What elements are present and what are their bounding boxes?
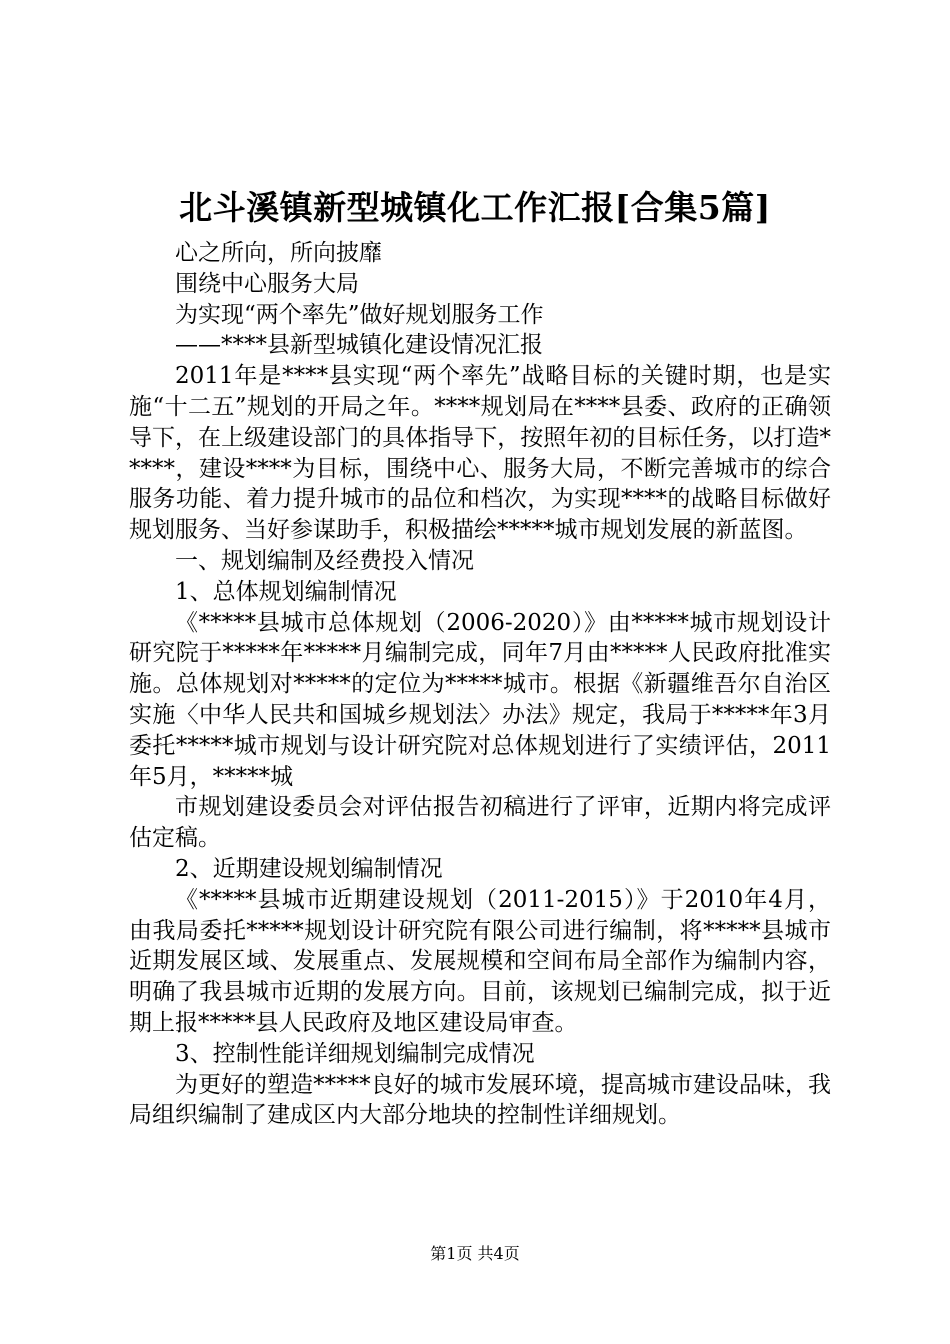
paragraph-intro: 2011年是****县实现“两个率先”战略目标的关键时期，也是实施“十二五”规划的开局之年。****规划局在****县委、政府的正确领导下，在上级建设部门的具体指导下，按照年初的目标任务，以打造*****，建设****为目标，围绕中心、服务大局，不断完善城市的综合服务功能、着力提升城市的品位和档次，为实现****的战略目标做好规划服务、当好参谋助手，积极描绘*****城市规划发展的新蓝图。 xyxy=(129,363,831,544)
paragraph-subtitle: ——****县新型城镇化建设情况汇报 xyxy=(175,332,543,359)
paragraph-near-term-plan: 《*****县城市近期建设规划（2011-2015）》于2010年4月，由我局委托*****规划设计研究院有限公司进行编制，将*****县城市近期发展区域、发展重点、发展规模和空间布局全部作为编制内容，明确了我县城市近期的发展方向。目前，该规划已编制完成，拟于近期上报*****县人民政府及地区建设局审查。 xyxy=(129,886,831,1036)
subsection-heading-2: 2、近期建设规划编制情况 xyxy=(175,855,443,882)
subsection-heading-3: 3、控制性能详细规划编制完成情况 xyxy=(175,1040,535,1067)
subsection-heading-1: 1、总体规划编制情况 xyxy=(175,578,397,605)
paragraph-detailed-plan: 为更好的塑造*****良好的城市发展环境，提高城市建设品味，我局组织编制了建成区内大部分地块的控制性详细规划。 xyxy=(129,1071,831,1129)
paragraph-review: 市规划建设委员会对评估报告初稿进行了评审，近期内将完成评估定稿。 xyxy=(129,794,831,852)
paragraph-motto: 心之所向，所向披靡 xyxy=(175,240,382,266)
document-body xyxy=(129,238,831,1131)
document-title: 北斗溪镇新型城镇化工作汇报[合集5篇] xyxy=(179,188,771,227)
section-heading: 一、规划编制及经费投入情况 xyxy=(175,547,474,574)
page-footer: 第1页 共4页 xyxy=(430,1244,520,1263)
paragraph-heading-1: 围绕中心服务大局 xyxy=(175,270,359,297)
paragraph-heading-2: 为实现“两个率先”做好规划服务工作 xyxy=(175,301,544,328)
paragraph-master-plan: 《*****县城市总体规划（2006-2020）》由*****城市规划设计研究院于*****年*****月编制完成，同年7月由*****人民政府批准实施。总体规划对*****的定位为*****城市。根据《新疆维吾尔自治区实施〈中华人民共和国城乡规划法〉办法》规定，我局于*****年3月委托*****城市规划与设计研究院对总体规划进行了实绩评估，2011年5月，*****城 xyxy=(129,609,831,790)
